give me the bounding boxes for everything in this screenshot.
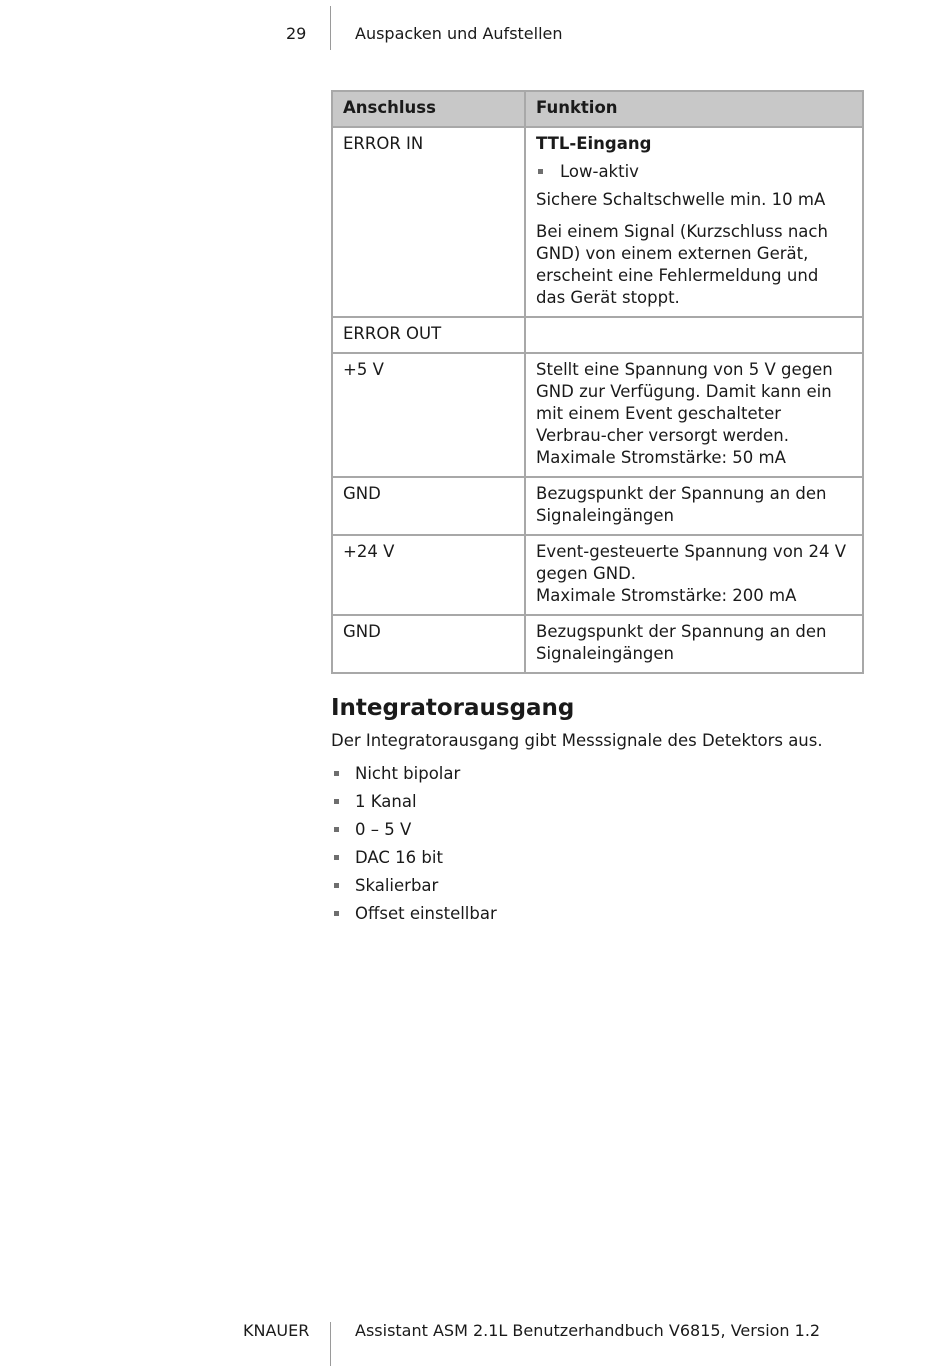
table-row bbox=[332, 615, 863, 673]
table-row bbox=[332, 127, 863, 317]
function-text: Bei einem Signal (Kurzschluss nach GND) von einem externen Gerät, erscheint eine Fehlermeldung und das Gerät stoppt. bbox=[536, 222, 828, 307]
function-text: Stellt eine Spannung von 5 V gegen GND zur Verfügung. Damit kann ein mit einem Event geschalteter Verbrau-cher versorgt werden. bbox=[536, 360, 833, 445]
connector-name: ERROR OUT bbox=[332, 317, 525, 353]
connector-function bbox=[525, 353, 863, 477]
table-row bbox=[332, 477, 863, 535]
function-text: Bezugspunkt der Spannung an den Signaleingängen bbox=[536, 484, 827, 525]
footer-document-title: Assistant ASM 2.1L Benutzerhandbuch V6815, Version 1.2 bbox=[355, 1321, 821, 1340]
connector-table bbox=[331, 90, 864, 674]
function-text: Event-gesteuerte Spannung von 24 V gegen GND. bbox=[536, 542, 847, 583]
table-row bbox=[332, 353, 863, 477]
column-header-anschluss: Anschluss bbox=[332, 91, 525, 127]
connector-name: +5 V bbox=[332, 353, 525, 477]
connector-function bbox=[525, 127, 863, 317]
connector-function bbox=[525, 535, 863, 615]
column-header-funktion: Funktion bbox=[525, 91, 863, 127]
list-item: DAC 16 bit bbox=[331, 847, 497, 875]
list-item: Nicht bipolar bbox=[331, 763, 497, 791]
list-item: Skalierbar bbox=[331, 875, 497, 903]
function-text: Maximale Stromstärke: 50 mA bbox=[536, 448, 786, 467]
function-text: Bezugspunkt der Spannung an den Signaleingängen bbox=[536, 622, 827, 663]
section-title: Integratorausgang bbox=[331, 695, 575, 721]
function-text: Maximale Stromstärke: 200 mA bbox=[536, 586, 797, 605]
list-item: 1 Kanal bbox=[331, 791, 497, 819]
table-row bbox=[332, 535, 863, 615]
connector-function bbox=[525, 615, 863, 673]
table-header-row bbox=[332, 91, 863, 127]
list-item: Offset einstellbar bbox=[331, 903, 497, 931]
connector-name: GND bbox=[332, 477, 525, 535]
function-title: TTL-Eingang bbox=[536, 134, 652, 153]
page-number: 29 bbox=[286, 24, 307, 43]
connector-function bbox=[525, 477, 863, 535]
section-intro: Der Integratorausgang gibt Messsignale des Detektors aus. bbox=[331, 731, 823, 750]
feature-list bbox=[331, 763, 497, 931]
list-item: 0 – 5 V bbox=[331, 819, 497, 847]
connector-name: GND bbox=[332, 615, 525, 673]
footer-brand: KNAUER bbox=[243, 1321, 310, 1340]
footer-divider bbox=[330, 1322, 331, 1366]
function-text: Sichere Schaltschwelle min. 10 mA bbox=[536, 190, 826, 209]
connector-function bbox=[525, 317, 863, 353]
chapter-title: Auspacken und Aufstellen bbox=[355, 24, 563, 43]
connector-name: +24 V bbox=[332, 535, 525, 615]
function-bullet: Low-aktiv bbox=[536, 161, 852, 183]
connector-name: ERROR IN bbox=[332, 127, 525, 317]
header-divider bbox=[330, 6, 331, 50]
table-row bbox=[332, 317, 863, 353]
